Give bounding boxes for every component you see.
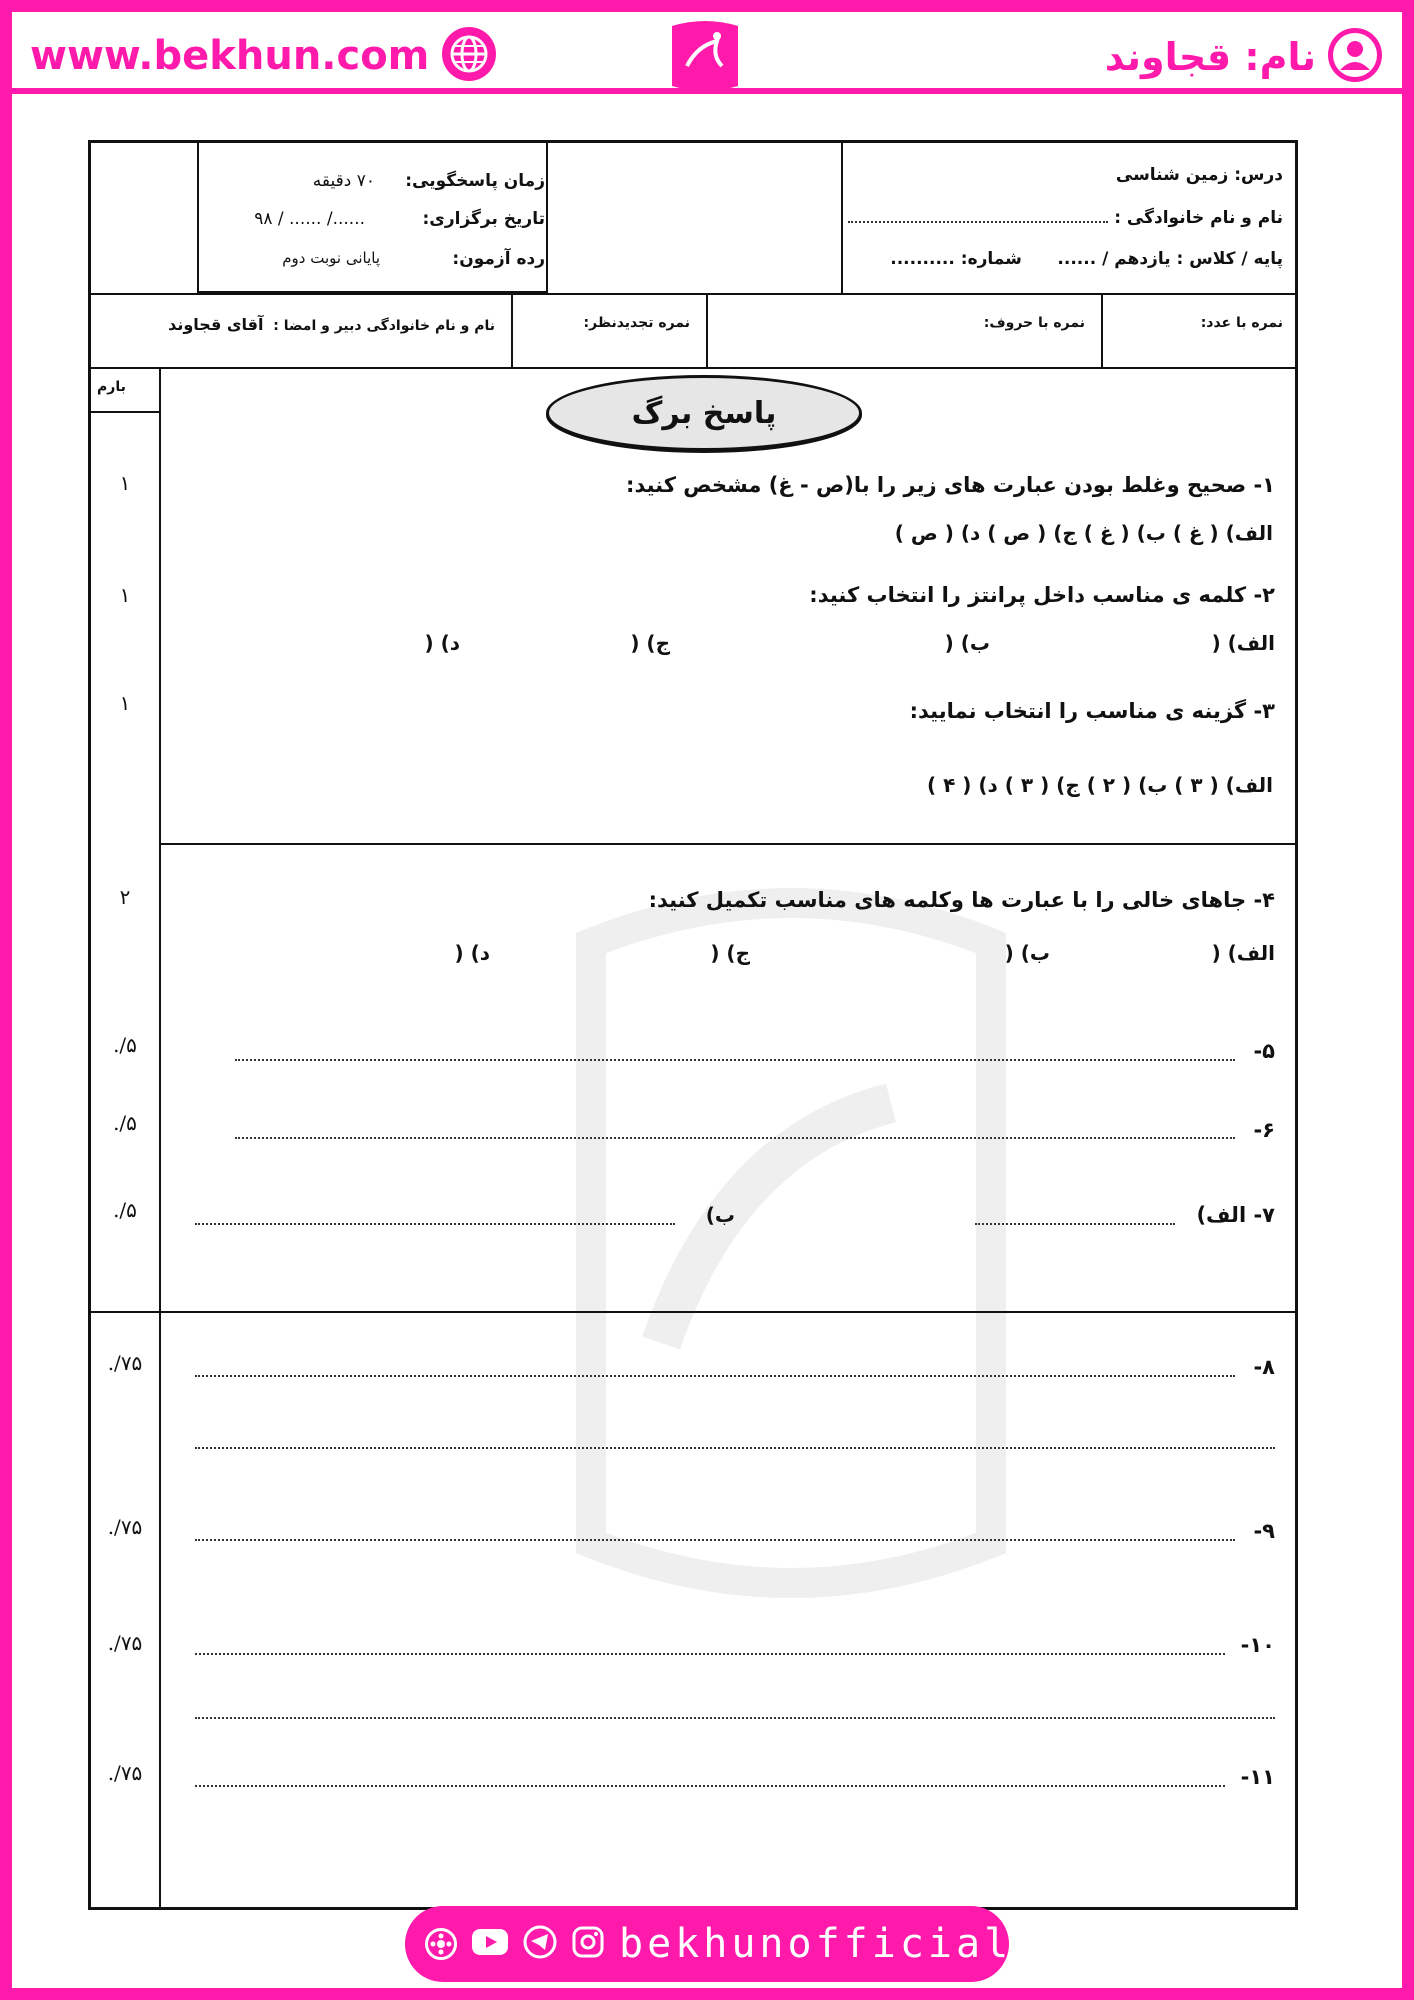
score-q4: ۲ xyxy=(119,885,131,909)
site-url[interactable]: www.bekhun.com xyxy=(30,33,430,79)
score-q3: ۱ xyxy=(119,691,131,715)
grade-class: پایه / کلاس : یازدهم / ...... شماره: .......... xyxy=(890,249,1283,269)
barem-label: بارم xyxy=(97,379,126,395)
score-review-label: نمره تجدیدنظر: xyxy=(583,315,690,331)
telegram-icon[interactable] xyxy=(523,1925,557,1963)
student-name-label: نام و نام خانوادگی : xyxy=(848,207,1283,228)
social-handle[interactable]: bekhunofficial xyxy=(619,1921,1013,1967)
score-q11: ۷۵/. xyxy=(107,1761,143,1785)
score-q1: ۱ xyxy=(119,471,131,495)
student-name xyxy=(1105,26,1384,88)
top-bar xyxy=(12,12,1402,92)
duration-label: زمان پاسخگویی: xyxy=(405,171,545,191)
score-q2: ۱ xyxy=(119,583,131,607)
question-10: ۱۰- xyxy=(1240,1633,1275,1657)
score-q7: ۵/. xyxy=(113,1198,137,1222)
date-value: ....../ ...... / ۹۸ xyxy=(254,209,365,229)
score-q8: ۷۵/. xyxy=(107,1351,143,1375)
globe-icon xyxy=(441,26,497,86)
score-q10: ۷۵/. xyxy=(107,1631,143,1655)
score-q5: ۵/. xyxy=(113,1033,137,1057)
date-label: تاریخ برگزاری: xyxy=(422,209,545,229)
question-3: ۳- گزینه ی مناسب را انتخاب نمایید: xyxy=(909,699,1275,723)
question-8: ۸- xyxy=(1253,1355,1275,1379)
q4-option-c: ج) ( xyxy=(710,941,750,965)
top-separator xyxy=(12,88,1402,94)
duration-value: ۷۰ دقیقه xyxy=(312,171,375,191)
question-2: ۲- کلمه ی مناسب داخل پرانتز را انتخاب کنید: xyxy=(809,583,1275,607)
q4-option-d: د) ( xyxy=(454,941,490,965)
question-5: ۵- xyxy=(1253,1039,1275,1063)
score-digits-label: نمره با عدد: xyxy=(1200,315,1283,331)
question-6: ۶- xyxy=(1253,1118,1275,1142)
student-label: نام: قجاوند xyxy=(1104,35,1316,79)
social-footer[interactable] xyxy=(405,1906,1013,1982)
q4-option-b: ب) ( xyxy=(1004,941,1050,965)
q3-options: الف) ( ۳ ) ب) ( ۲ ) ج) ( ۳ ) د) ( ۴ ) xyxy=(927,773,1273,797)
youtube-icon[interactable] xyxy=(471,1928,509,1960)
exam-type-label: رده آزمون: xyxy=(452,249,545,269)
question-11: ۱۱- xyxy=(1240,1765,1275,1789)
q2-option-d: د) ( xyxy=(424,631,460,655)
site-link[interactable] xyxy=(30,26,497,86)
question-1: ۱- صحیح وغلط بودن عبارت های زیر را با(ص - غ) مشخص کنید: xyxy=(626,473,1275,497)
answer-sheet xyxy=(88,140,1298,1910)
score-words-label: نمره با حروف: xyxy=(983,315,1085,331)
q2-option-a: الف) ( xyxy=(1211,631,1275,655)
course-title: درس: زمین شناسی xyxy=(1115,165,1283,185)
question-9: ۹- xyxy=(1253,1519,1275,1543)
score-q6: ۵/. xyxy=(113,1111,137,1135)
q7-option-b: ب) xyxy=(705,1203,735,1227)
exam-type-value: پایانی نوبت دوم xyxy=(282,249,380,267)
question-4: ۴- جاهای خالی را با عبارت ها وکلمه های مناسب تکمیل کنید: xyxy=(648,888,1275,912)
brand-logo xyxy=(662,16,748,96)
user-icon xyxy=(1326,26,1384,88)
q4-option-a: الف) ( xyxy=(1211,941,1275,965)
q2-option-c: ج) ( xyxy=(630,631,670,655)
answer-sheet-title: پاسخ برگ xyxy=(546,375,862,451)
watermark-logo xyxy=(511,843,1071,1643)
teacher-label: نام و نام خانوادگی دبیر و امضا : آقای قجاوند xyxy=(168,315,495,334)
q2-close-a: ب) ( xyxy=(944,631,990,655)
score-q9: ۷۵/. xyxy=(107,1515,143,1539)
q1-options: الف) ( غ ) ب) ( غ ) ج) ( ص ) د) ( ص ) xyxy=(894,521,1273,545)
question-7: ۷- الف) xyxy=(1196,1203,1275,1227)
aparat-icon[interactable] xyxy=(425,1928,457,1960)
instagram-icon[interactable] xyxy=(571,1925,605,1963)
